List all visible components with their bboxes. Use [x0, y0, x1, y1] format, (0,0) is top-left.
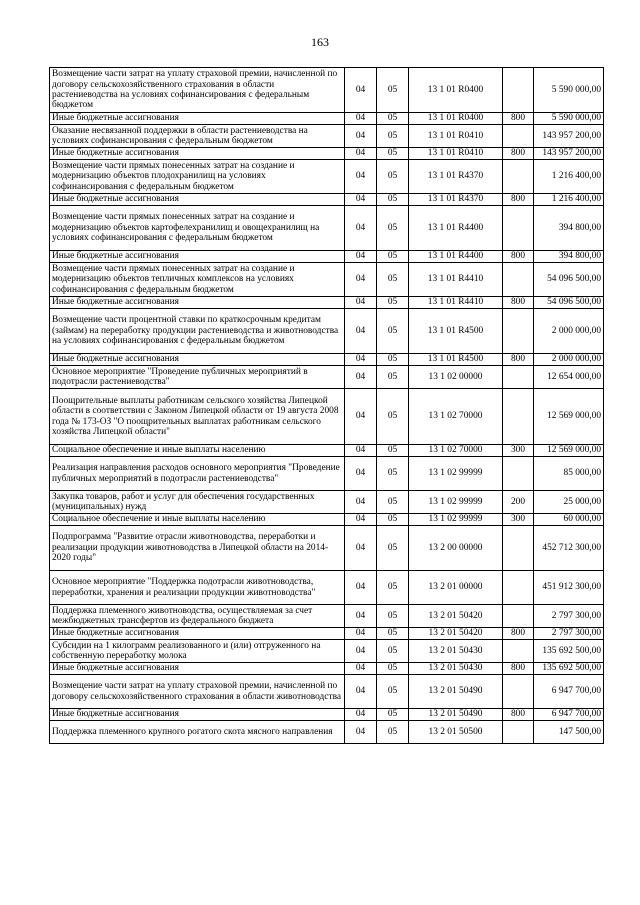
cell-amount: 452 712 300,00: [534, 526, 604, 571]
cell-section: 04: [345, 628, 377, 640]
cell-subsection: 05: [377, 68, 409, 113]
cell-expense-type: [503, 721, 534, 744]
cell-section: 04: [345, 366, 377, 389]
cell-target-code: 13 2 01 00000: [409, 571, 503, 605]
cell-name: Иные бюджетные ассигнования: [50, 194, 345, 206]
cell-expense-type: [503, 605, 534, 628]
cell-name: Возмещение части прямых понесенных затрат на создание и модернизацию объектов тепличных комплексов на условиях софинансирования с федеральным бюджетом: [50, 263, 345, 297]
cell-amount: 143 957 200,00: [534, 148, 604, 160]
cell-section: 04: [345, 389, 377, 445]
cell-subsection: 05: [377, 148, 409, 160]
table-row: [50, 526, 604, 571]
cell-section: 04: [345, 640, 377, 663]
cell-target-code: 13 1 01 R4370: [409, 194, 503, 206]
table-row: [50, 445, 604, 457]
cell-expense-type: 800: [503, 297, 534, 309]
cell-name: Иные бюджетные ассигнования: [50, 354, 345, 366]
cell-amount: 147 500,00: [534, 721, 604, 744]
table-row: [50, 491, 604, 514]
cell-target-code: 13 2 00 00000: [409, 526, 503, 571]
cell-amount: 6 947 700,00: [534, 675, 604, 709]
cell-section: 04: [345, 663, 377, 675]
cell-section: 04: [345, 571, 377, 605]
cell-target-code: 13 1 01 R0400: [409, 113, 503, 125]
table-row: [50, 605, 604, 628]
cell-name: Иные бюджетные ассигнования: [50, 663, 345, 675]
cell-name: Возмещение части процентной ставки по краткосрочным кредитам (займам) на переработку продукции растениеводства и животноводства на условиях софинансирования с федеральным бюджетом: [50, 309, 345, 354]
cell-expense-type: 800: [503, 663, 534, 675]
cell-name: Иные бюджетные ассигнования: [50, 148, 345, 160]
cell-name: Субсидии на 1 килограмм реализованного и (или) отгруженного на собственную переработку молока: [50, 640, 345, 663]
cell-subsection: 05: [377, 160, 409, 194]
table-row: [50, 514, 604, 526]
cell-section: 04: [345, 491, 377, 514]
cell-amount: 25 000,00: [534, 491, 604, 514]
cell-section: 04: [345, 148, 377, 160]
cell-section: 04: [345, 605, 377, 628]
cell-name: Возмещение части затрат на уплату страховой премии, начисленной по договору сельскохозяйственного страхования в области растениеводства на условиях софинансирования с федеральным бюджетом: [50, 68, 345, 113]
cell-target-code: 13 1 02 70000: [409, 389, 503, 445]
cell-amount: 60 000,00: [534, 514, 604, 526]
cell-expense-type: [503, 206, 534, 251]
cell-subsection: 05: [377, 571, 409, 605]
cell-name: Социальное обеспечение и иные выплаты населению: [50, 445, 345, 457]
cell-target-code: 13 1 01 R4410: [409, 263, 503, 297]
cell-name: Поддержка племенного крупного рогатого скота мясного направления: [50, 721, 345, 744]
cell-subsection: 05: [377, 709, 409, 721]
cell-subsection: 05: [377, 309, 409, 354]
cell-amount: 54 096 500,00: [534, 297, 604, 309]
cell-section: 04: [345, 194, 377, 206]
cell-amount: 2 797 300,00: [534, 605, 604, 628]
cell-name: Поддержка племенного животноводства, осуществляемая за счет межбюджетных трансфертов из федерального бюджета: [50, 605, 345, 628]
table-row: [50, 194, 604, 206]
cell-target-code: 13 1 02 99999: [409, 514, 503, 526]
table-row: [50, 309, 604, 354]
cell-section: 04: [345, 206, 377, 251]
cell-name: Иные бюджетные ассигнования: [50, 113, 345, 125]
cell-subsection: 05: [377, 206, 409, 251]
cell-section: 04: [345, 113, 377, 125]
cell-section: 04: [345, 721, 377, 744]
cell-expense-type: [503, 125, 534, 148]
cell-expense-type: 200: [503, 491, 534, 514]
cell-expense-type: [503, 366, 534, 389]
cell-subsection: 05: [377, 389, 409, 445]
cell-amount: 394 800,00: [534, 206, 604, 251]
cell-target-code: 13 2 01 50490: [409, 709, 503, 721]
budget-table-body: [50, 68, 604, 744]
cell-amount: 2 000 000,00: [534, 354, 604, 366]
cell-target-code: 13 1 01 R4370: [409, 160, 503, 194]
cell-subsection: 05: [377, 263, 409, 297]
cell-amount: 12 654 000,00: [534, 366, 604, 389]
cell-amount: 12 569 000,00: [534, 389, 604, 445]
cell-amount: 5 590 000,00: [534, 113, 604, 125]
cell-target-code: 13 1 01 R4400: [409, 206, 503, 251]
cell-expense-type: [503, 457, 534, 491]
cell-section: 04: [345, 297, 377, 309]
cell-expense-type: [503, 309, 534, 354]
cell-expense-type: 300: [503, 445, 534, 457]
cell-amount: 2 000 000,00: [534, 309, 604, 354]
cell-target-code: 13 2 01 50420: [409, 605, 503, 628]
table-row: [50, 721, 604, 744]
cell-subsection: 05: [377, 514, 409, 526]
cell-subsection: 05: [377, 526, 409, 571]
table-row: [50, 457, 604, 491]
cell-section: 04: [345, 354, 377, 366]
cell-target-code: 13 1 02 99999: [409, 491, 503, 514]
cell-subsection: 05: [377, 491, 409, 514]
cell-name: Возмещение части затрат на уплату страховой премии, начисленной по договору сельскохозяйственного страхования в области животноводства: [50, 675, 345, 709]
cell-subsection: 05: [377, 640, 409, 663]
table-row: [50, 354, 604, 366]
cell-subsection: 05: [377, 445, 409, 457]
table-row: [50, 366, 604, 389]
cell-name: Социальное обеспечение и иные выплаты населению: [50, 514, 345, 526]
cell-expense-type: 800: [503, 628, 534, 640]
cell-amount: 85 000,00: [534, 457, 604, 491]
cell-expense-type: [503, 640, 534, 663]
table-row: [50, 148, 604, 160]
table-row: [50, 125, 604, 148]
cell-expense-type: 800: [503, 354, 534, 366]
cell-name: Иные бюджетные ассигнования: [50, 709, 345, 721]
table-row: [50, 663, 604, 675]
cell-section: 04: [345, 160, 377, 194]
cell-subsection: 05: [377, 628, 409, 640]
cell-target-code: 13 2 01 50500: [409, 721, 503, 744]
table-row: [50, 675, 604, 709]
cell-section: 04: [345, 68, 377, 113]
cell-expense-type: [503, 526, 534, 571]
cell-expense-type: 800: [503, 113, 534, 125]
cell-name: Закупка товаров, работ и услуг для обеспечения государственных (муниципальных) нужд: [50, 491, 345, 514]
cell-subsection: 05: [377, 297, 409, 309]
cell-expense-type: 800: [503, 251, 534, 263]
cell-expense-type: [503, 160, 534, 194]
table-row: [50, 389, 604, 445]
cell-name: Иные бюджетные ассигнования: [50, 251, 345, 263]
cell-expense-type: 800: [503, 709, 534, 721]
cell-subsection: 05: [377, 457, 409, 491]
cell-subsection: 05: [377, 125, 409, 148]
table-row: [50, 68, 604, 113]
cell-target-code: 13 1 01 R4500: [409, 354, 503, 366]
cell-expense-type: 800: [503, 148, 534, 160]
table-row: [50, 160, 604, 194]
cell-expense-type: [503, 263, 534, 297]
cell-amount: 54 096 500,00: [534, 263, 604, 297]
cell-expense-type: [503, 571, 534, 605]
table-row: [50, 640, 604, 663]
cell-name: Оказание несвязанной поддержки в области растениеводства на условиях софинансирования с федеральным бюджетом: [50, 125, 345, 148]
cell-target-code: 13 2 01 50420: [409, 628, 503, 640]
cell-subsection: 05: [377, 605, 409, 628]
table-row: [50, 206, 604, 251]
cell-section: 04: [345, 709, 377, 721]
table-row: [50, 263, 604, 297]
cell-subsection: 05: [377, 675, 409, 709]
cell-name: Основное мероприятие "Поддержка подотрасли животноводства, переработки, хранения и реализации продукции животноводства": [50, 571, 345, 605]
cell-amount: 394 800,00: [534, 251, 604, 263]
cell-amount: 135 692 500,00: [534, 663, 604, 675]
cell-section: 04: [345, 514, 377, 526]
table-row: [50, 113, 604, 125]
cell-target-code: 13 1 01 R4500: [409, 309, 503, 354]
cell-amount: 1 216 400,00: [534, 194, 604, 206]
cell-amount: 135 692 500,00: [534, 640, 604, 663]
cell-expense-type: [503, 68, 534, 113]
cell-expense-type: 800: [503, 194, 534, 206]
table-row: [50, 571, 604, 605]
cell-section: 04: [345, 309, 377, 354]
cell-name: Подпрограмма "Развитие отрасли животноводства, переработки и реализации продукции животноводства в Липецкой области на 2014-2020 годы": [50, 526, 345, 571]
cell-subsection: 05: [377, 663, 409, 675]
cell-amount: 1 216 400,00: [534, 160, 604, 194]
cell-target-code: 13 1 01 R0410: [409, 125, 503, 148]
cell-amount: 12 569 000,00: [534, 445, 604, 457]
cell-amount: 6 947 700,00: [534, 709, 604, 721]
cell-target-code: 13 1 01 R4410: [409, 297, 503, 309]
cell-section: 04: [345, 251, 377, 263]
cell-subsection: 05: [377, 113, 409, 125]
cell-name: Реализация направления расходов основного мероприятия "Проведение публичных мероприятий в подотрасли растениеводства": [50, 457, 345, 491]
cell-name: Основное мероприятие "Проведение публичных мероприятий в подотрасли растениеводства": [50, 366, 345, 389]
cell-section: 04: [345, 457, 377, 491]
cell-name: Иные бюджетные ассигнования: [50, 297, 345, 309]
cell-target-code: 13 1 02 99999: [409, 457, 503, 491]
cell-amount: 451 912 300,00: [534, 571, 604, 605]
cell-amount: 143 957 200,00: [534, 125, 604, 148]
cell-amount: 5 590 000,00: [534, 68, 604, 113]
cell-subsection: 05: [377, 721, 409, 744]
cell-subsection: 05: [377, 251, 409, 263]
cell-section: 04: [345, 445, 377, 457]
cell-target-code: 13 1 02 00000: [409, 366, 503, 389]
cell-name: Возмещение части прямых понесенных затрат на создание и модернизацию объектов картофелехранилищ и овощехранилищ на условиях софинансирования с федеральным бюджетом: [50, 206, 345, 251]
table-row: [50, 251, 604, 263]
page-number: 163: [311, 35, 329, 49]
cell-name: Иные бюджетные ассигнования: [50, 628, 345, 640]
cell-subsection: 05: [377, 194, 409, 206]
cell-target-code: 13 1 01 R4400: [409, 251, 503, 263]
budget-table: [49, 67, 604, 744]
cell-amount: 2 797 300,00: [534, 628, 604, 640]
cell-name: Возмещение части прямых понесенных затрат на создание и модернизацию объектов плодохранилищ на условиях софинансирования с федеральным бюджетом: [50, 160, 345, 194]
cell-expense-type: [503, 675, 534, 709]
cell-subsection: 05: [377, 354, 409, 366]
cell-target-code: 13 2 01 50430: [409, 663, 503, 675]
cell-target-code: 13 1 01 R0410: [409, 148, 503, 160]
table-row: [50, 297, 604, 309]
cell-target-code: 13 1 02 70000: [409, 445, 503, 457]
cell-target-code: 13 2 01 50430: [409, 640, 503, 663]
cell-subsection: 05: [377, 366, 409, 389]
table-row: [50, 628, 604, 640]
cell-name: Поощрительные выплаты работникам сельского хозяйства Липецкой области в соответствии с Законом Липецкой области от 19 августа 2008 года № 173-ОЗ "О поощрительных выплатах работникам сельского хозяйства Липецкой области": [50, 389, 345, 445]
cell-section: 04: [345, 526, 377, 571]
cell-section: 04: [345, 125, 377, 148]
cell-section: 04: [345, 263, 377, 297]
cell-expense-type: 300: [503, 514, 534, 526]
cell-section: 04: [345, 675, 377, 709]
table-row: [50, 709, 604, 721]
cell-expense-type: [503, 389, 534, 445]
cell-target-code: 13 2 01 50490: [409, 675, 503, 709]
cell-target-code: 13 1 01 R0400: [409, 68, 503, 113]
